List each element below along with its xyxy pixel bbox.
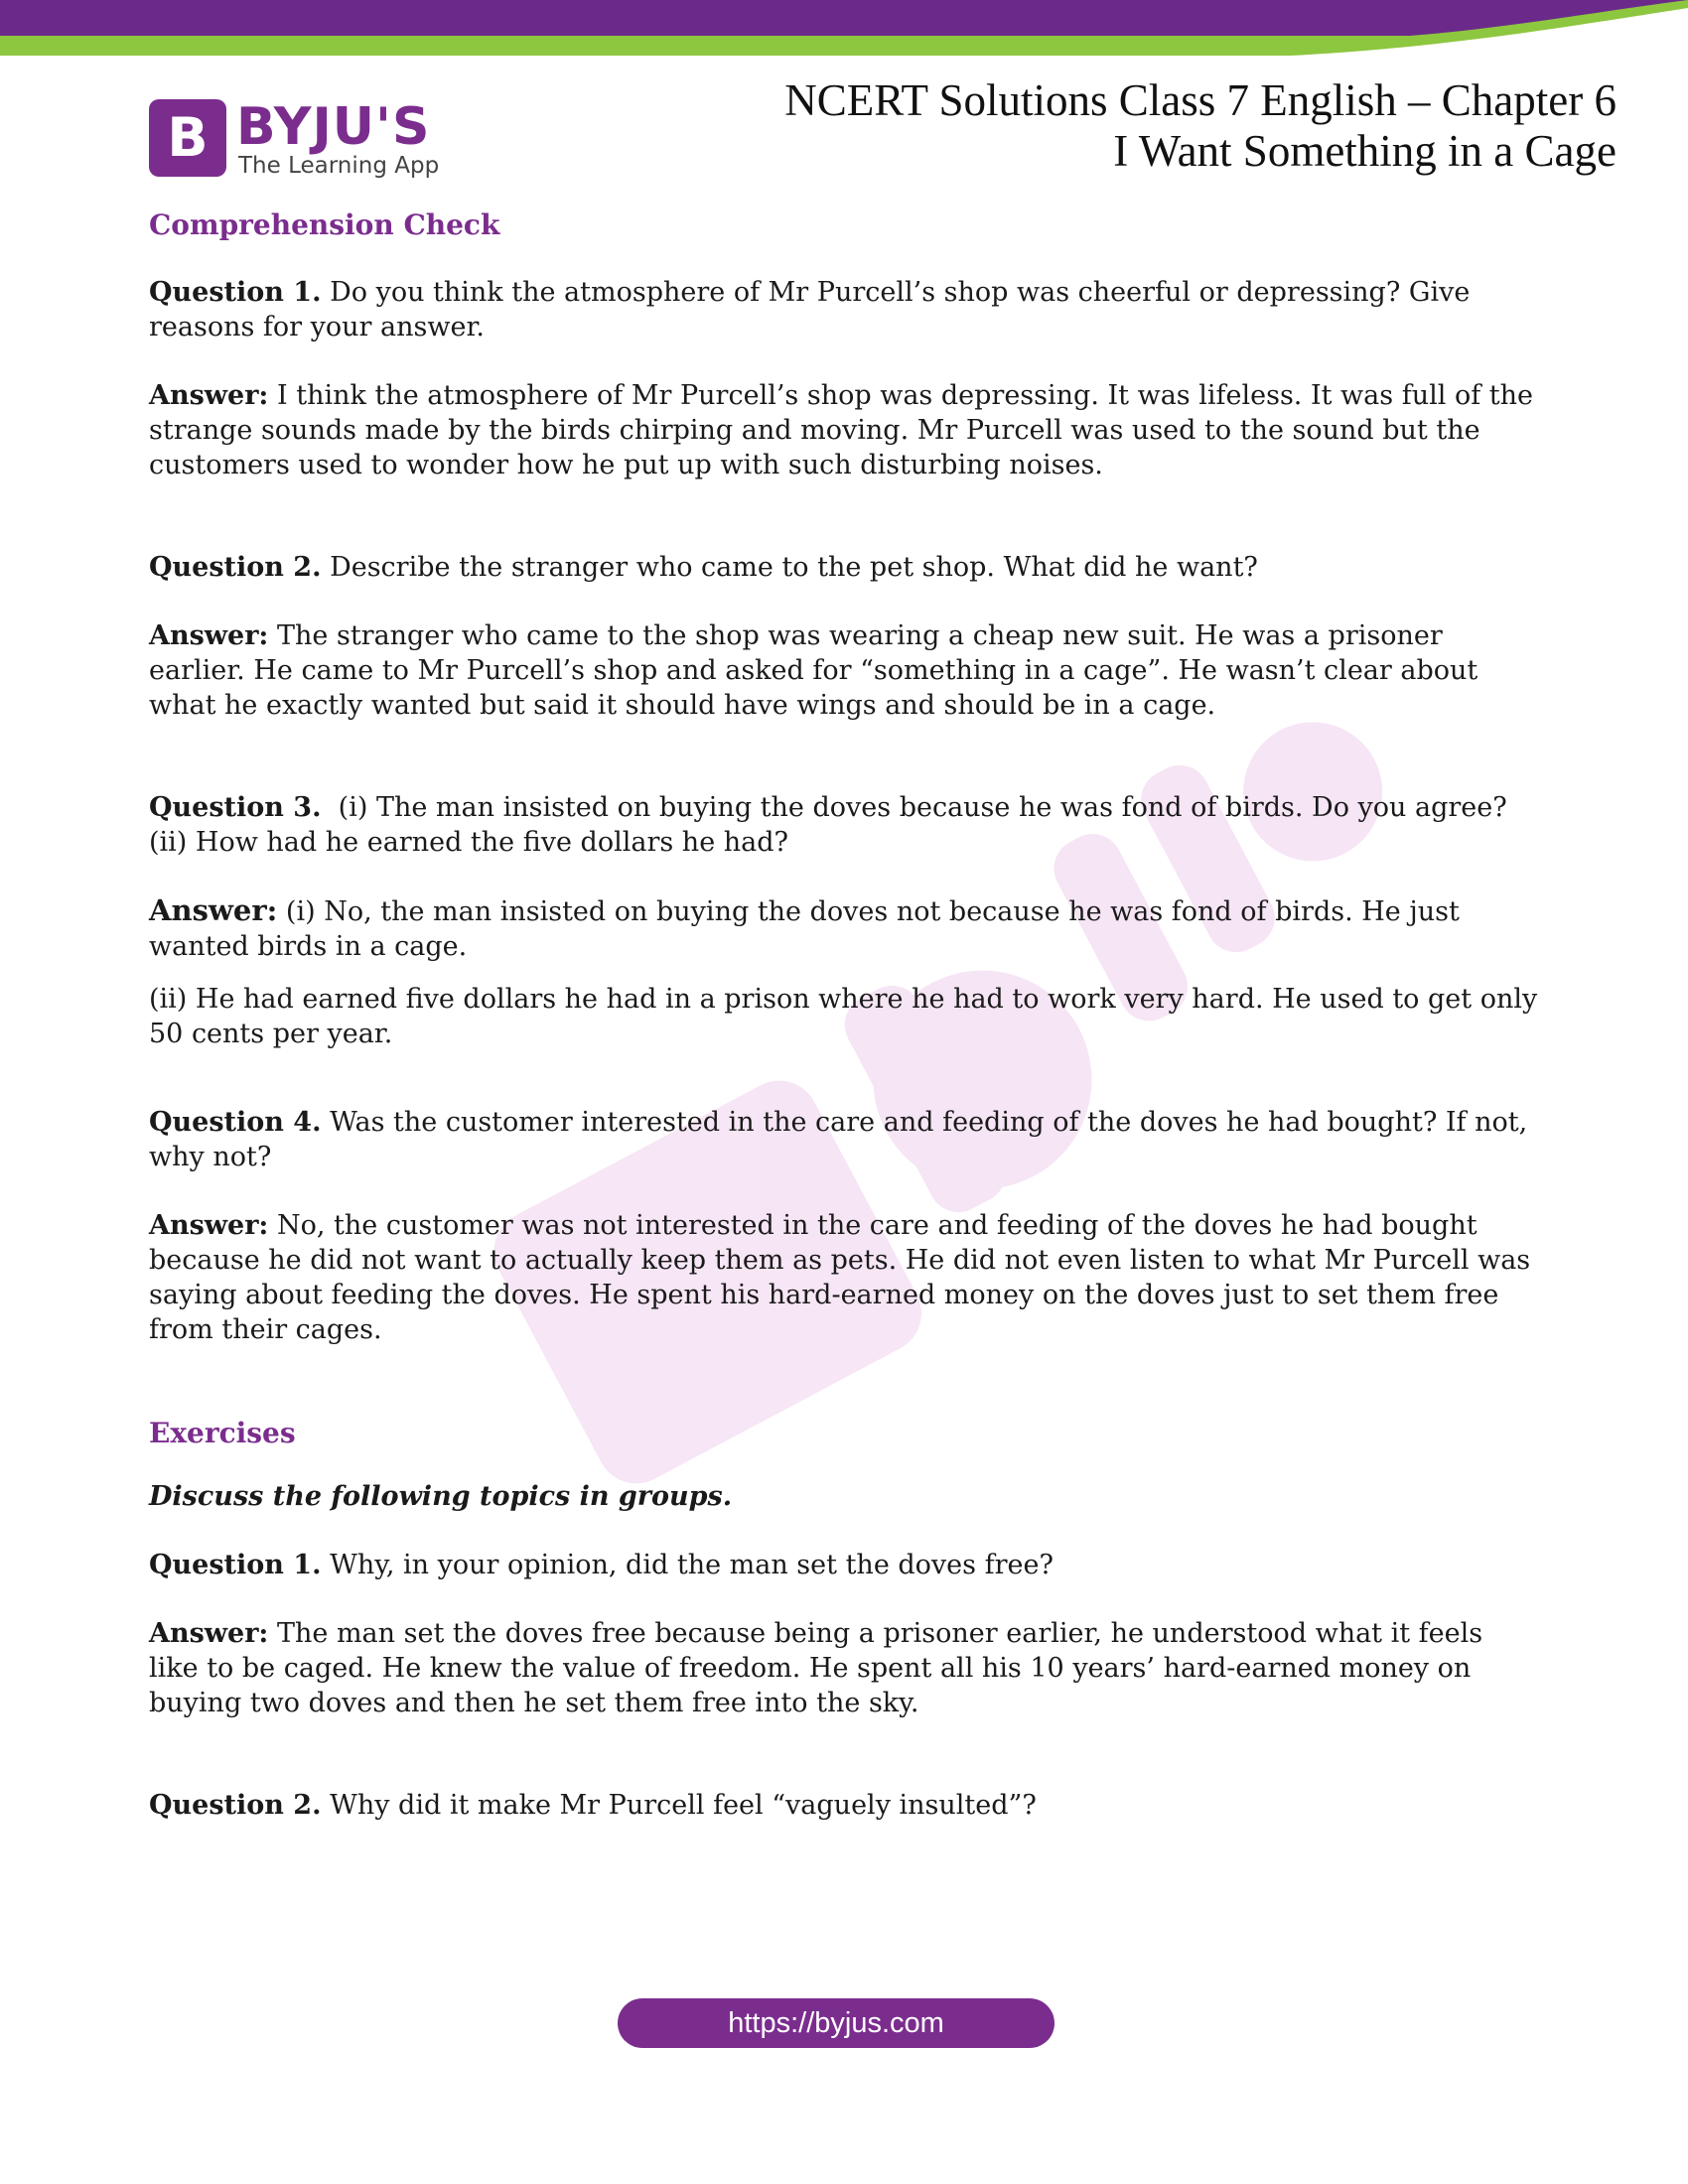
answer-text: No, the customer was not interested in the care and feeding of the doves he had bought because he did not want to actually keep them as pets. He did not even listen to what Mr Purcell was saying about feeding the doves. He spent his hard-earned money on the doves just to set them free from their cages. (149, 1210, 1531, 1345)
question-label: Question 2. (149, 1790, 322, 1821)
question-text-part-1: (i) The man insisted on buying the doves because he was fond of birds. Do you agree? (338, 792, 1507, 823)
question-text: Why, in your opinion, did the man set the doves free? (330, 1550, 1054, 1580)
section-heading-comprehension: Comprehension Check (149, 208, 500, 241)
answer-text: The stranger who came to the shop was wearing a cheap new suit. He was a prisoner earlier. He came to Mr Purcell’s shop and asked for “something in a cage”. He wasn’t clear about what he exactly wanted but said it should have wings and should be in a cage. (149, 620, 1478, 721)
answer-text-part-2: (ii) He had earned five dollars he had in a prison where he had to work very hard. He used to get only 50 cents per year. (149, 984, 1538, 1049)
exercise-question-2 (149, 1788, 1539, 1823)
exercise-instruction: Discuss the following topics in groups. (149, 1481, 733, 1512)
logo-tagline: The Learning App (238, 153, 440, 179)
answer-3-part-2 (149, 982, 1539, 1051)
question-label: Question 1. (149, 277, 322, 308)
footer-url-link[interactable]: https://byjus.com (618, 1998, 1055, 2048)
page-content (149, 208, 1539, 1823)
logo-mark-icon: B (149, 99, 226, 177)
question-label: Question 1. (149, 1550, 322, 1580)
answer-text-part-1: (i) No, the man insisted on buying the doves not because he was fond of birds. He just wanted birds in a cage. (149, 896, 1460, 962)
question-2 (149, 550, 1539, 585)
question-label: Question 2. (149, 552, 322, 583)
answer-label: Answer: (149, 1210, 269, 1241)
question-text: Do you think the atmosphere of Mr Purcell’s shop was cheerful or depressing? Give reasons for your answer. (149, 277, 1471, 342)
answer-label: Answer: (149, 380, 269, 411)
question-text: Was the customer interested in the care and feeding of the doves he had bought? If not, why not? (149, 1107, 1528, 1172)
top-color-band (0, 0, 1688, 62)
question-text: Why did it make Mr Purcell feel “vaguely insulted”? (330, 1790, 1037, 1821)
question-text: Describe the stranger who came to the pet shop. What did he want? (330, 552, 1258, 583)
question-text-part-2: (ii) How had he earned the five dollars he had? (149, 827, 789, 858)
exercise-answer-1 (149, 1616, 1539, 1720)
question-3 (149, 790, 1539, 860)
title-line-2: I Want Something in a Cage (1113, 126, 1617, 176)
answer-3 (149, 893, 1539, 964)
answer-label: Answer: (149, 1618, 269, 1649)
byjus-logo (149, 97, 440, 183)
question-4 (149, 1105, 1539, 1174)
answer-text: The man set the doves free because being a prisoner earlier, he understood what it feels like to be caged. He knew the value of freedom. He spent all his 10 years’ hard-earned money on buying two doves and then he set them free into the sky. (149, 1618, 1483, 1718)
answer-label: Answer: (149, 620, 269, 651)
section-heading-exercises: Exercises (149, 1417, 296, 1449)
answer-2 (149, 618, 1539, 723)
question-label: Question 3. (149, 792, 322, 823)
logo-name: BYJU'S (236, 97, 431, 157)
answer-text: I think the atmosphere of Mr Purcell’s shop was depressing. It was lifeless. It was full of the strange sounds made by the birds chirping and moving. Mr Purcell was used to the sound but the customers used to wonder how he put up with such disturbing noises. (149, 380, 1533, 480)
question-1 (149, 275, 1539, 344)
answer-1 (149, 378, 1539, 482)
document-title (784, 75, 1617, 177)
answer-4 (149, 1208, 1539, 1347)
answer-label: Answer: (149, 893, 278, 927)
exercise-question-1 (149, 1548, 1539, 1582)
question-label: Question 4. (149, 1107, 322, 1138)
title-line-1: NCERT Solutions Class 7 English – Chapter 6 (784, 75, 1617, 125)
